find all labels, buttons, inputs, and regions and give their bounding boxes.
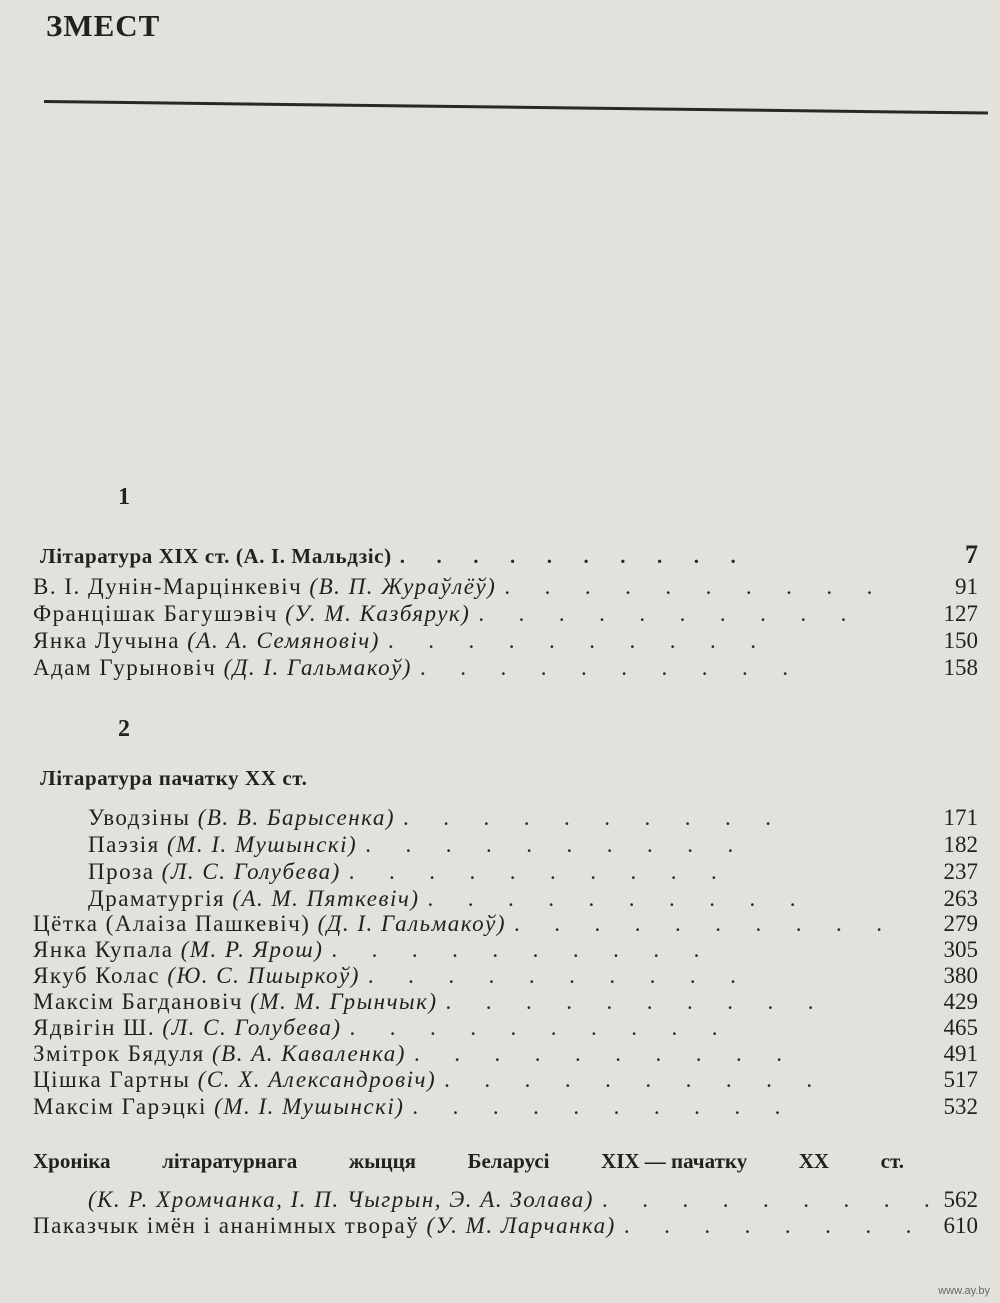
toc-subentry: Драматургія (А. М. Пяткевіч) . 263 <box>88 886 978 916</box>
page-number: 127 <box>943 601 978 626</box>
page-number: 465 <box>943 1015 978 1040</box>
section-title: Літаратура XIX ст. (А. І. Мальдзіс) <box>40 544 392 568</box>
page-number: 91 <box>955 574 978 599</box>
page-number: 158 <box>943 655 978 680</box>
page-number: 491 <box>943 1041 978 1066</box>
page-number: 279 <box>943 911 978 936</box>
toc-entry: Максім Багдановіч (М. М. Грынчык) . 429 <box>33 989 978 1019</box>
toc-section-heading-1 <box>40 540 978 570</box>
toc-entry: Цішка Гартны (С. Х. Александровіч) . 517 <box>33 1067 978 1097</box>
toc-subentry: Паэзія (М. І. Мушынскі) . 182 <box>88 832 978 862</box>
page-number: 150 <box>943 628 978 653</box>
page-number: 562 <box>943 1187 978 1212</box>
watermark: www.ay.by <box>938 1285 990 1297</box>
page-number: 532 <box>943 1094 978 1119</box>
toc-subentry: Уводзіны (В. В. Барысенка) . 171 <box>88 805 978 835</box>
toc-entry: Якуб Колас (Ю. С. Пшыркоў) . 380 <box>33 963 978 993</box>
part-number-1: 1 <box>118 484 130 510</box>
page-title: ЗМЕСТ <box>46 8 161 43</box>
toc-entry: Янка Лучына (А. А. Семяновіч) . 150 <box>33 628 978 658</box>
toc-entry: Максім Гарэцкі (М. І. Мушынскі) . 532 <box>33 1094 978 1124</box>
page-number: 517 <box>943 1067 978 1092</box>
toc-entry: Ядвігін Ш. (Л. С. Голубева) . 465 <box>33 1015 978 1045</box>
toc-section-heading-2: Літаратура пачатку XX ст. <box>40 766 308 790</box>
page-number: 182 <box>943 832 978 857</box>
toc-entry: Францішак Багушэвіч (У. М. Казбярук) . 127 <box>33 601 978 631</box>
toc-entry: В. І. Дунін-Марцінкевіч (В. П. Жураўлёў) . 91 <box>33 574 978 604</box>
page-number: 7 <box>965 540 978 569</box>
page-number: 305 <box>943 937 978 962</box>
toc-subentry: (К. Р. Хромчанка, І. П. Чыгрын, Э. А. Золава) . 562 <box>88 1187 978 1217</box>
part-number-2: 2 <box>118 716 130 742</box>
page-number: 171 <box>943 805 978 830</box>
page-number: 429 <box>943 989 978 1014</box>
toc-section-heading-chronicle: Хроніка літаратурнага жыцця Беларусі XIX — пачатку XX ст. <box>33 1149 904 1173</box>
toc-entry: Змітрок Бядуля (В. А. Каваленка) . 491 <box>33 1041 978 1071</box>
page-number: 610 <box>943 1213 978 1238</box>
toc-entry: Паказчык імён і ананімных твораў (У. М. Ларчанка) . 610 <box>33 1213 978 1243</box>
toc-entry: Цётка (Алаіза Пашкевіч) (Д. І. Гальмакоў) . 279 <box>33 911 978 941</box>
page-number: 263 <box>943 886 978 911</box>
toc-entry: Адам Гурыновіч (Д. І. Гальмакоў) . 158 <box>33 655 978 685</box>
page-number: 380 <box>943 963 978 988</box>
title-divider <box>44 100 988 115</box>
toc-entry: Янка Купала (М. Р. Ярош) . 305 <box>33 937 978 967</box>
toc-subentry: Проза (Л. С. Голубева) . 237 <box>88 859 978 889</box>
page-number: 237 <box>943 859 978 884</box>
